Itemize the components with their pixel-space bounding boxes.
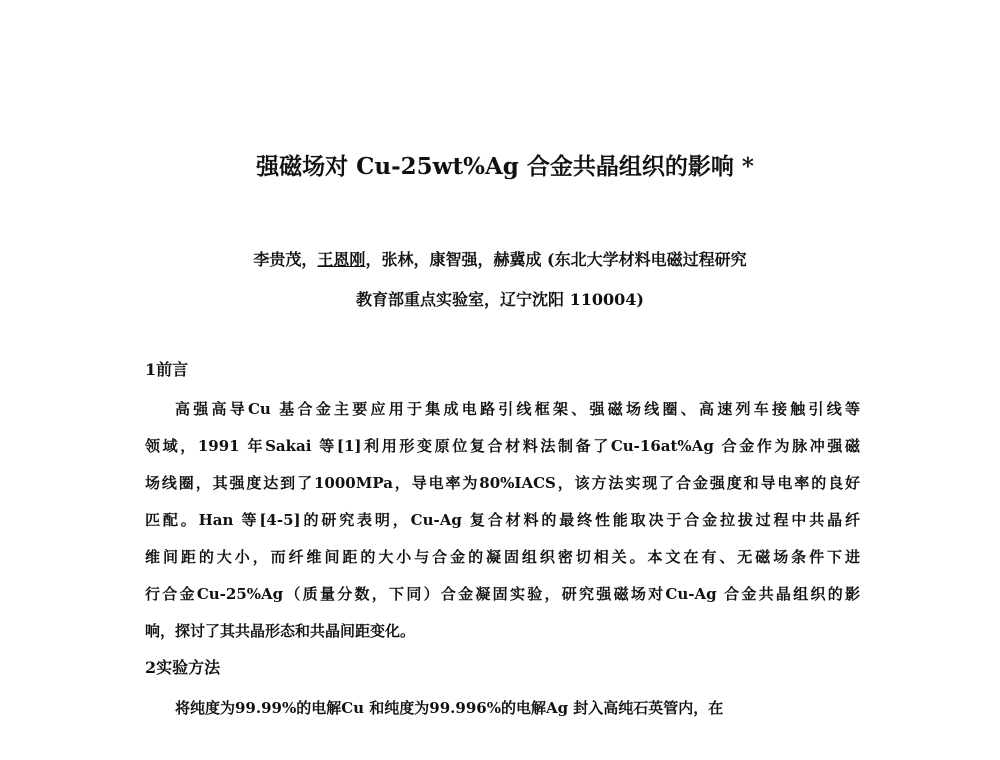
affiliation: 教育部重点实验室，辽宁沈阳 110004) [356, 290, 644, 309]
author: ，张林，康智强，赫冀成 (东北大学材料电磁过程研究 [365, 250, 747, 269]
paragraph-line: 匹配。Han 等[4-5]的研究表明，Cu-Ag 复合材料的最终性能取决于合金拉拔过程中共晶纤 [145, 511, 860, 529]
paragraph-line: 维间距的大小，而纤维间距的大小与合金的凝固组织密切相关。本文在有、无磁场条件下进 [145, 548, 860, 566]
section-heading: 2实验方法 [145, 658, 221, 677]
paper-title: 强磁场对 Cu-25wt%Ag 合金共晶组织的影响 * [256, 153, 754, 180]
corresponding-author: 王恩刚 [317, 250, 366, 269]
paragraph-line: 响，探讨了其共晶形态和共晶间距变化。 [145, 622, 416, 640]
author-list [0, 247, 1000, 270]
author: 李贵茂， [253, 250, 318, 269]
paragraph-line: 行合金Cu-25%Ag（质量分数，下同）合金凝固实验，研究强磁场对Cu-Ag 合金共晶组织的影 [145, 585, 860, 603]
paragraph-line: 将纯度为99.99%的电解Cu 和纯度为99.996%的电解Ag 封入高纯石英管内，在 [175, 699, 724, 717]
paragraph-line: 领域，1991 年Sakai 等[1]利用形变原位复合材料法制备了Cu-16at%Ag 合金作为脉冲强磁 [145, 437, 860, 455]
section-heading: 1前言 [145, 360, 189, 379]
paragraph-line: 场线圈，其强度达到了1000MPa，导电率为80%IACS，该方法实现了合金强度和导电率的良好 [145, 474, 860, 492]
paragraph-line: 高强高导Cu 基合金主要应用于集成电路引线框架、强磁场线圈、高速列车接触引线等 [175, 400, 860, 418]
